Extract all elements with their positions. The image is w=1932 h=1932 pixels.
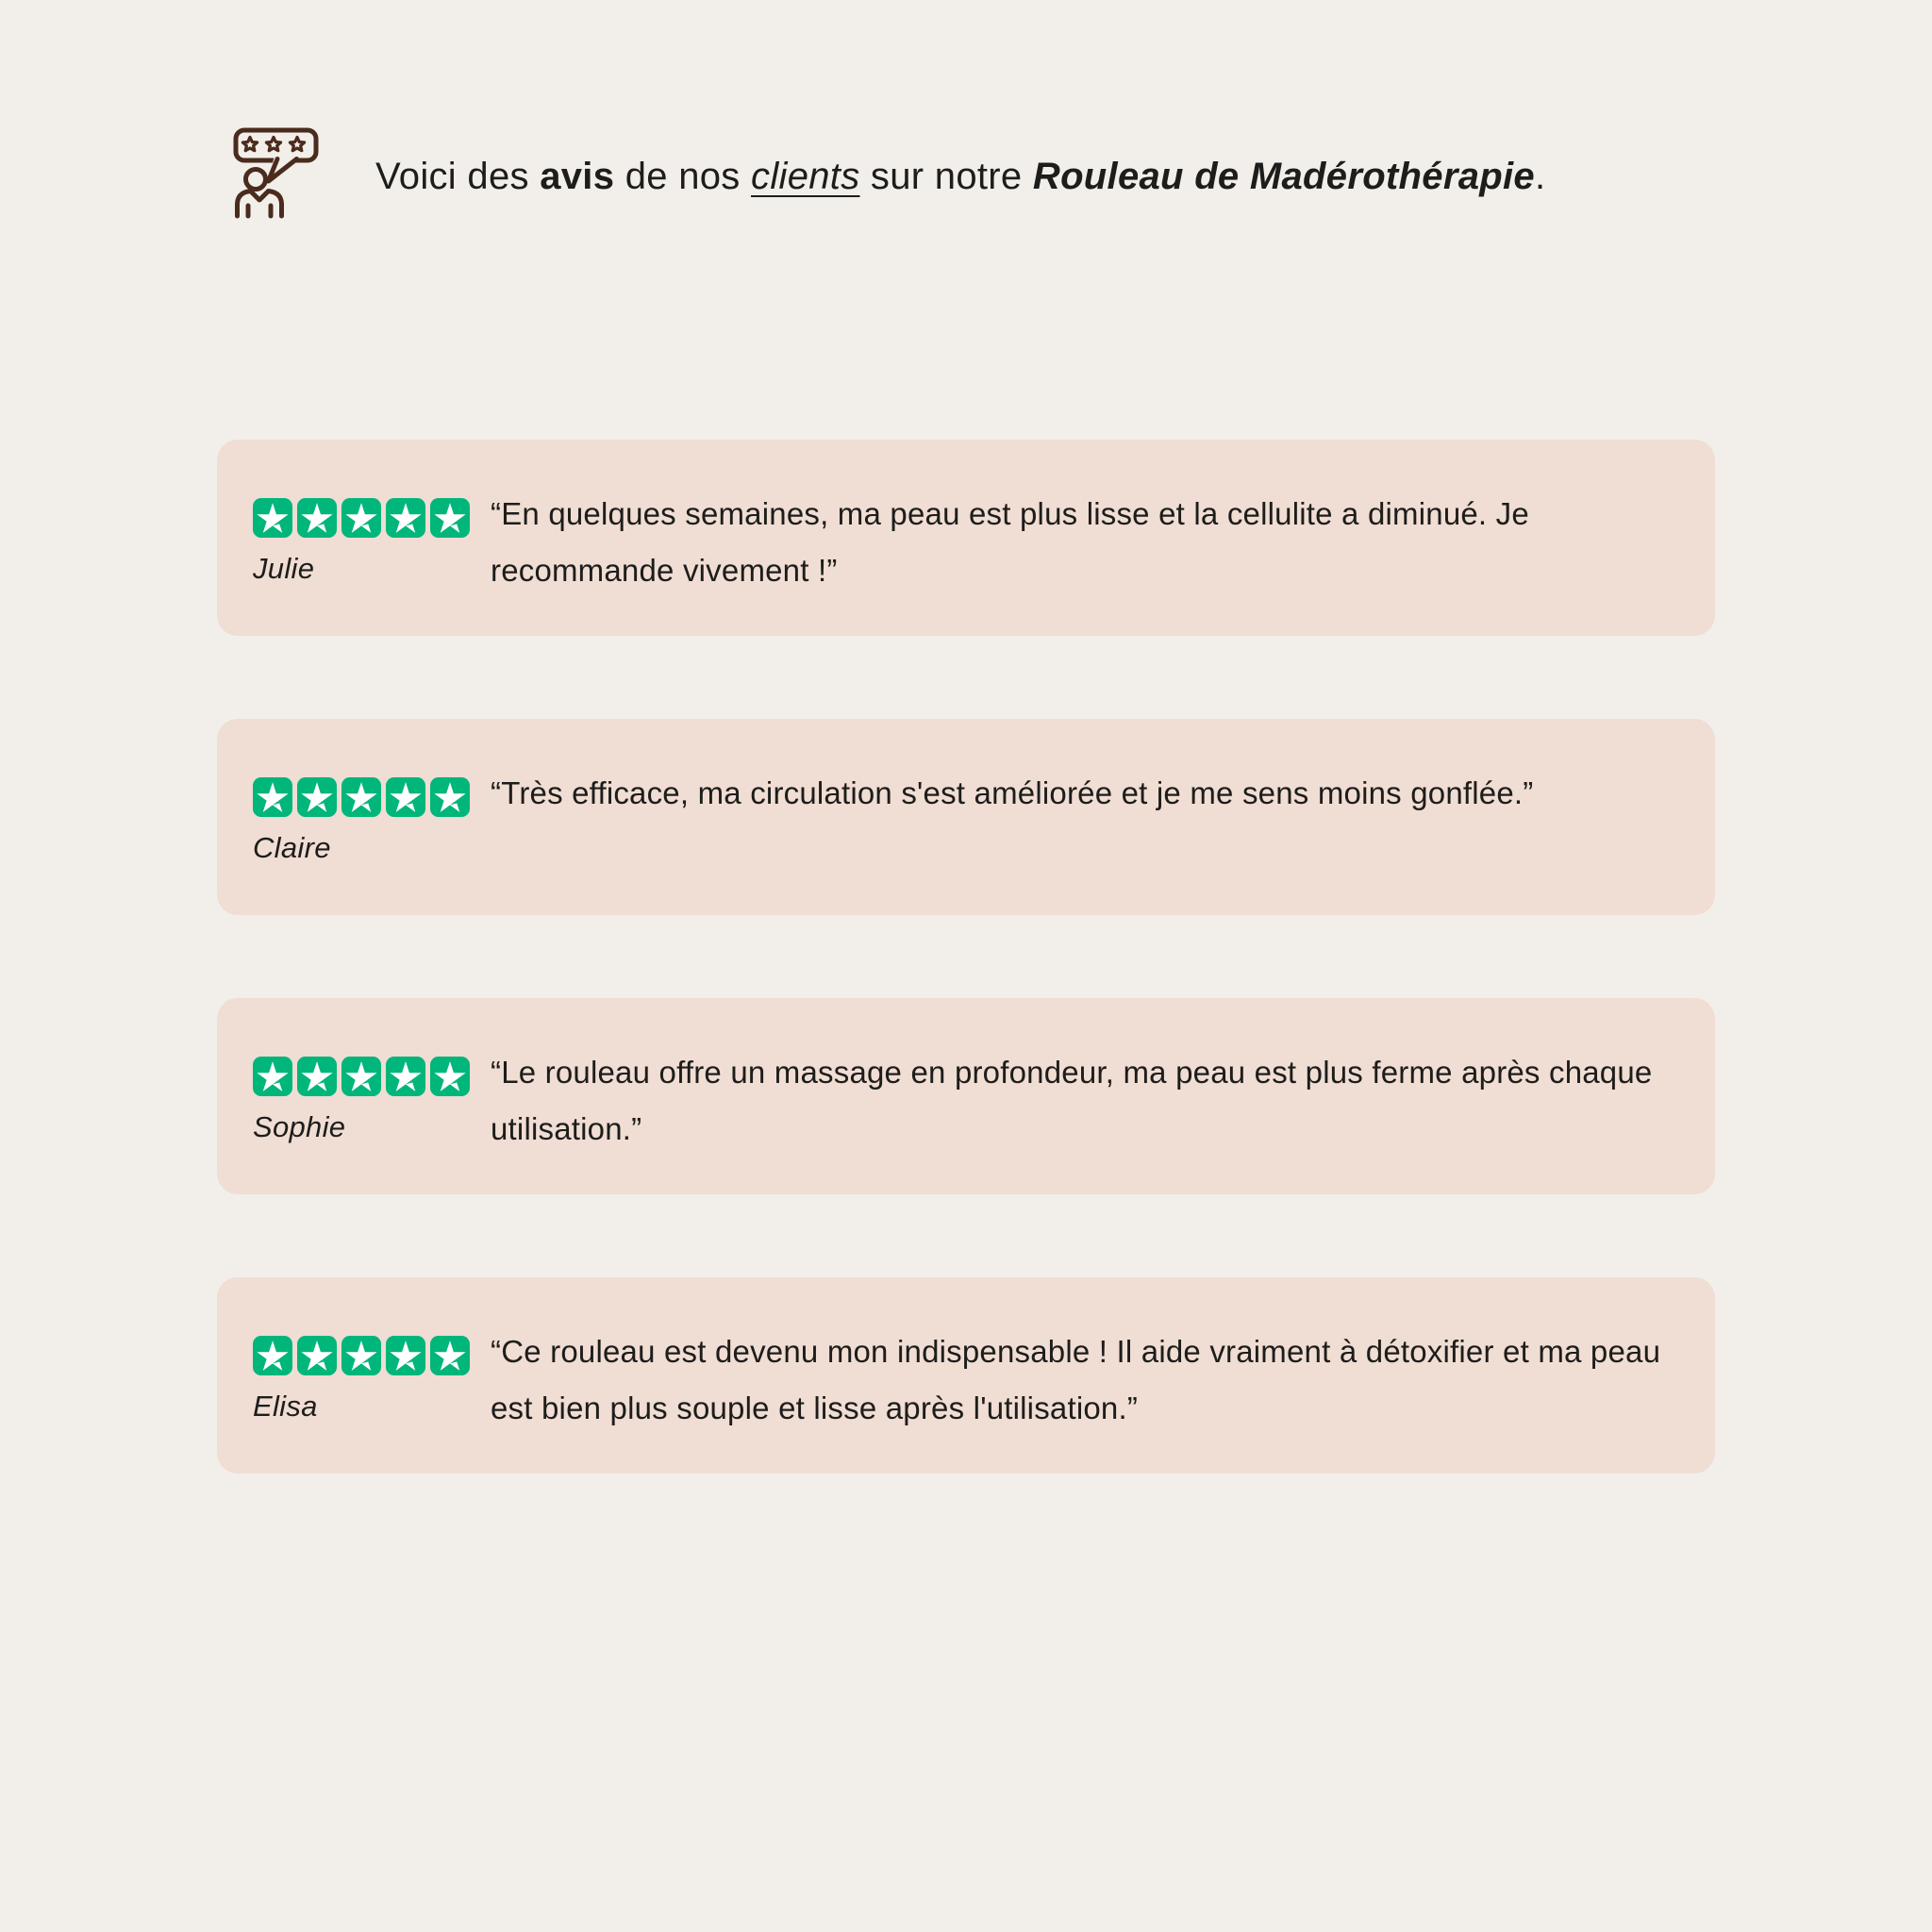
trustpilot-star-icon bbox=[341, 1057, 381, 1096]
trustpilot-star-icon bbox=[253, 1057, 292, 1096]
trustpilot-star-icon bbox=[430, 777, 470, 817]
trustpilot-star-icon bbox=[297, 1057, 337, 1096]
reviewer-name: Elisa bbox=[253, 1390, 318, 1423]
rating-block bbox=[253, 1057, 491, 1144]
star-outline-icon bbox=[242, 137, 257, 150]
title-text: sur notre bbox=[859, 156, 1033, 197]
star-outline-icon bbox=[290, 137, 304, 150]
title-text: Voici des bbox=[375, 156, 541, 197]
review-text: “En quelques semaines, ma peau est plus lisse et la cellulite a diminué. Je recommande vivement !” bbox=[491, 496, 1529, 588]
trustpilot-star-icon bbox=[253, 777, 292, 817]
trustpilot-star-icon bbox=[386, 1336, 425, 1375]
review-text: “Ce rouleau est devenu mon indispensable ! Il aide vraiment à détoxifier et ma peau est bien plus souple et lisse après l'utilisation.” bbox=[491, 1334, 1661, 1425]
star-outline-icon bbox=[266, 137, 280, 150]
trustpilot-star-icon bbox=[297, 777, 337, 817]
reviewer-name: Claire bbox=[253, 831, 331, 864]
person-body bbox=[238, 192, 282, 217]
star-rating bbox=[253, 498, 491, 538]
trustpilot-star-icon bbox=[253, 1336, 292, 1375]
star-rating bbox=[253, 1336, 491, 1375]
review-card-sophie bbox=[217, 998, 1715, 1194]
review-card-julie bbox=[217, 440, 1715, 636]
trustpilot-star-icon bbox=[430, 1057, 470, 1096]
trustpilot-star-icon bbox=[386, 498, 425, 538]
person-head bbox=[246, 170, 266, 190]
customer-reviews-icon bbox=[225, 119, 336, 234]
rating-block bbox=[253, 1336, 491, 1424]
reviewer-name: Julie bbox=[253, 552, 315, 585]
trustpilot-star-icon bbox=[297, 498, 337, 538]
rating-block bbox=[253, 777, 491, 865]
trustpilot-star-icon bbox=[430, 1336, 470, 1375]
trustpilot-star-icon bbox=[253, 498, 292, 538]
header bbox=[225, 119, 1545, 234]
title-text: . bbox=[1534, 156, 1546, 197]
trustpilot-star-icon bbox=[297, 1336, 337, 1375]
review-text: “Très efficace, ma circulation s'est améliorée et je me sens moins gonflée.” bbox=[491, 775, 1534, 810]
review-card-claire bbox=[217, 719, 1715, 915]
review-text: “Le rouleau offre un massage en profondeur, ma peau est plus ferme après chaque utilisation.” bbox=[491, 1055, 1653, 1146]
star-rating bbox=[253, 1057, 491, 1096]
star-rating bbox=[253, 777, 491, 817]
trustpilot-star-icon bbox=[386, 777, 425, 817]
reviews-list bbox=[217, 440, 1715, 1474]
trustpilot-star-icon bbox=[341, 1336, 381, 1375]
trustpilot-star-icon bbox=[341, 777, 381, 817]
title-text: de nos bbox=[614, 156, 752, 197]
title-bold-avis: avis bbox=[540, 156, 615, 197]
trustpilot-star-icon bbox=[341, 498, 381, 538]
rating-block bbox=[253, 498, 491, 586]
trustpilot-star-icon bbox=[430, 498, 470, 538]
clients-link[interactable]: clients bbox=[751, 156, 860, 197]
product-name: Rouleau de Madérothérapie bbox=[1032, 156, 1535, 197]
page-title bbox=[375, 153, 1545, 200]
trustpilot-star-icon bbox=[386, 1057, 425, 1096]
reviewer-name: Sophie bbox=[253, 1110, 346, 1143]
review-card-elisa bbox=[217, 1277, 1715, 1474]
